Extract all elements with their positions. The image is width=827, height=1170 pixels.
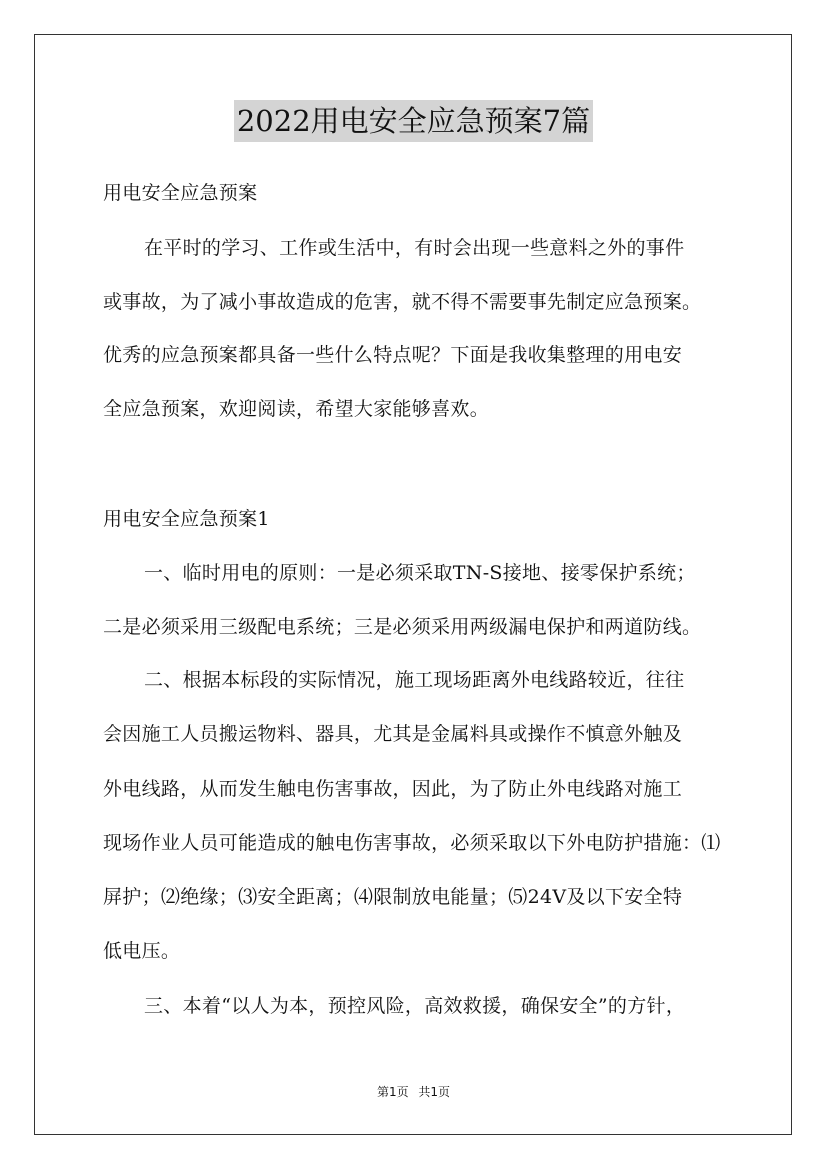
paragraph-line: 一、临时用电的原则：一是必须采取TN-S接地、接零保护系统；: [144, 562, 696, 584]
paragraph-line: 低电压。: [103, 940, 181, 962]
page-number: 第1页: [376, 1085, 409, 1099]
intro-line: 在平时的学习、工作或生活中，有时会出现一些意料之外的事件: [144, 237, 685, 259]
title-container: [0, 100, 827, 142]
intro-line: 或事故，为了减小事故造成的危害，就不得不需要事先制定应急预案。: [103, 291, 702, 313]
document-title: 2022用电安全应急预案7篇: [234, 100, 593, 142]
paragraph-line: 二是必须采用三级配电系统；三是必须采用两级漏电保护和两道防线。: [103, 616, 702, 638]
paragraph-line: 屏护；⑵绝缘；⑶安全距离；⑷限制放电能量；⑸24V及以下安全特: [103, 886, 683, 908]
intro-line: 全应急预案，欢迎阅读，希望大家能够喜欢。: [103, 398, 490, 420]
paragraph-line: 三、本着“以人为本，预控风险，高效救援，确保安全”的方针，: [144, 995, 686, 1017]
paragraph-line: 外电线路，从而发生触电伤害事故，因此，为了防止外电线路对施工: [103, 778, 683, 800]
paragraph-line: 二、根据本标段的实际情况，施工现场距离外电线路较近，往往: [144, 669, 685, 691]
paragraph-line: 现场作业人员可能造成的触电伤害事故，必须采取以下外电防护措施：⑴: [103, 832, 721, 854]
intro-line: 优秀的应急预案都具备一些什么特点呢？下面是我收集整理的用电安: [103, 344, 683, 366]
section-heading-1: 用电安全应急预案1: [103, 508, 270, 530]
page-total: 共1页: [418, 1085, 451, 1099]
paragraph-line: 会因施工人员搬运物料、器具，尤其是金属料具或操作不慎意外触及: [103, 723, 683, 745]
section-heading-intro: 用电安全应急预案: [103, 182, 258, 204]
page-footer: [0, 1084, 827, 1100]
